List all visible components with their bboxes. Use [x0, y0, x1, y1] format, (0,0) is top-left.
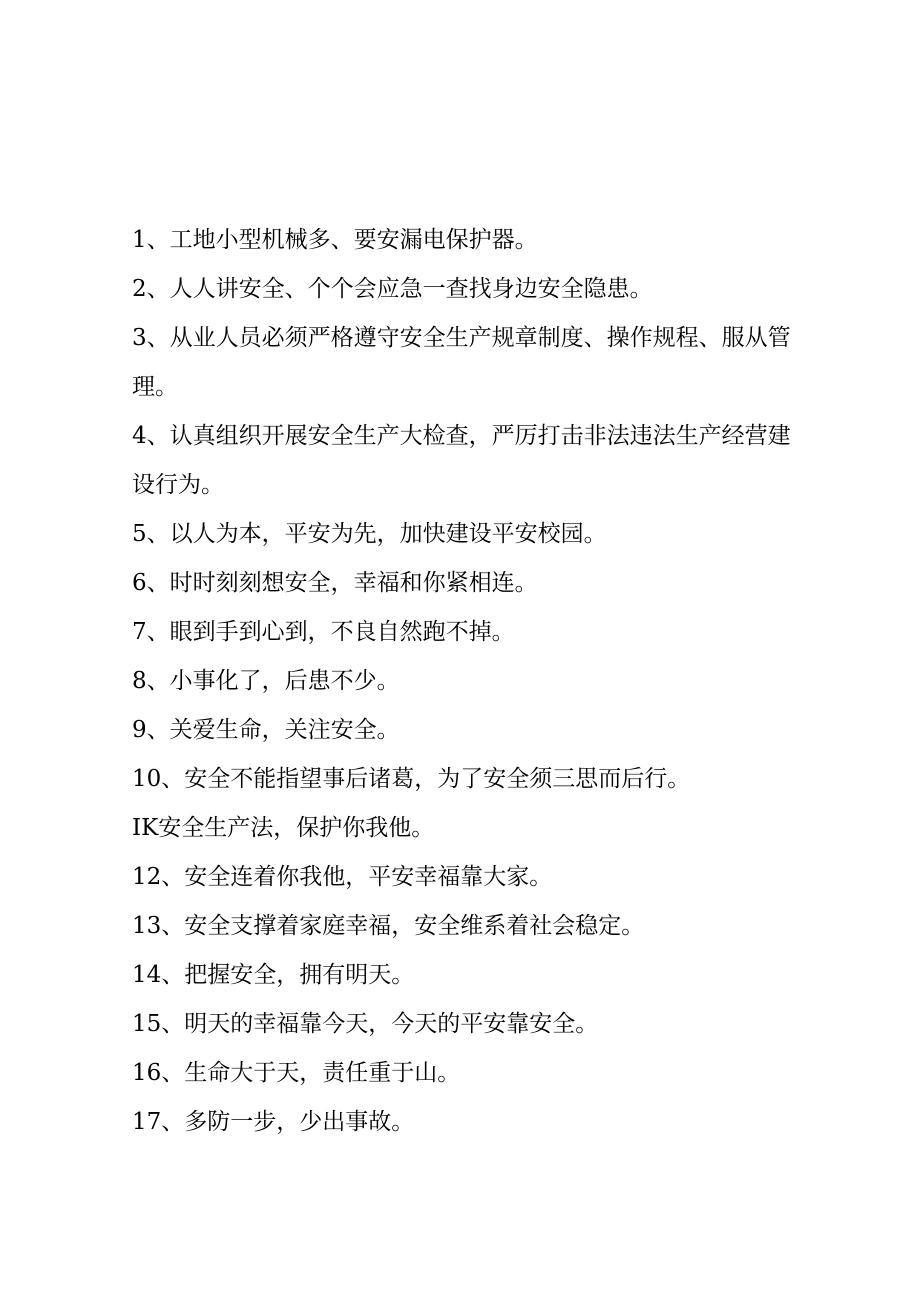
list-item: 4、认真组织开展安全生产大检查，严厉打击非法违法生产经营建设行为。	[132, 423, 791, 498]
list-item: 7、眼到手到心到，不良自然跑不掉。	[132, 619, 515, 645]
list-item: 15、明天的幸福靠今天，今天的平安靠安全。	[132, 1011, 599, 1037]
list-item: 16、生命大于天，责任重于山。	[132, 1060, 461, 1086]
list-item: 8、小事化了，后患不少。	[132, 668, 400, 694]
list-item: 5、以人为本，平安为先，加快建设平安校园。	[132, 521, 607, 547]
list-item: 2、人人讲安全、个个会应急一查找身边安全隐患。	[132, 276, 653, 302]
list-item: 10、安全不能指望事后诸葛，为了安全须三思而后行。	[132, 766, 691, 792]
slogan-list	[132, 216, 800, 1147]
list-item: 1、工地小型机械多、要安漏电保护器。	[132, 227, 538, 253]
list-item: 6、时时刻刻想安全，幸福和你紧相连。	[132, 570, 538, 596]
list-item: 17、多防一步，少出事故。	[132, 1109, 415, 1135]
list-item: 13、安全支撑着家庭幸福，安全维系着社会稳定。	[132, 913, 645, 939]
list-item: 3、从业人员必须严格遵守安全生产规章制度、操作规程、服从管理。	[132, 325, 791, 400]
list-item: 9、关爱生命，关注安全。	[132, 717, 400, 743]
list-item: 12、安全连着你我他，平安幸福靠大家。	[132, 864, 553, 890]
list-item: 14、把握安全，拥有明天。	[132, 962, 415, 988]
list-item: IK安全生产法，保护你我他。	[132, 815, 435, 841]
